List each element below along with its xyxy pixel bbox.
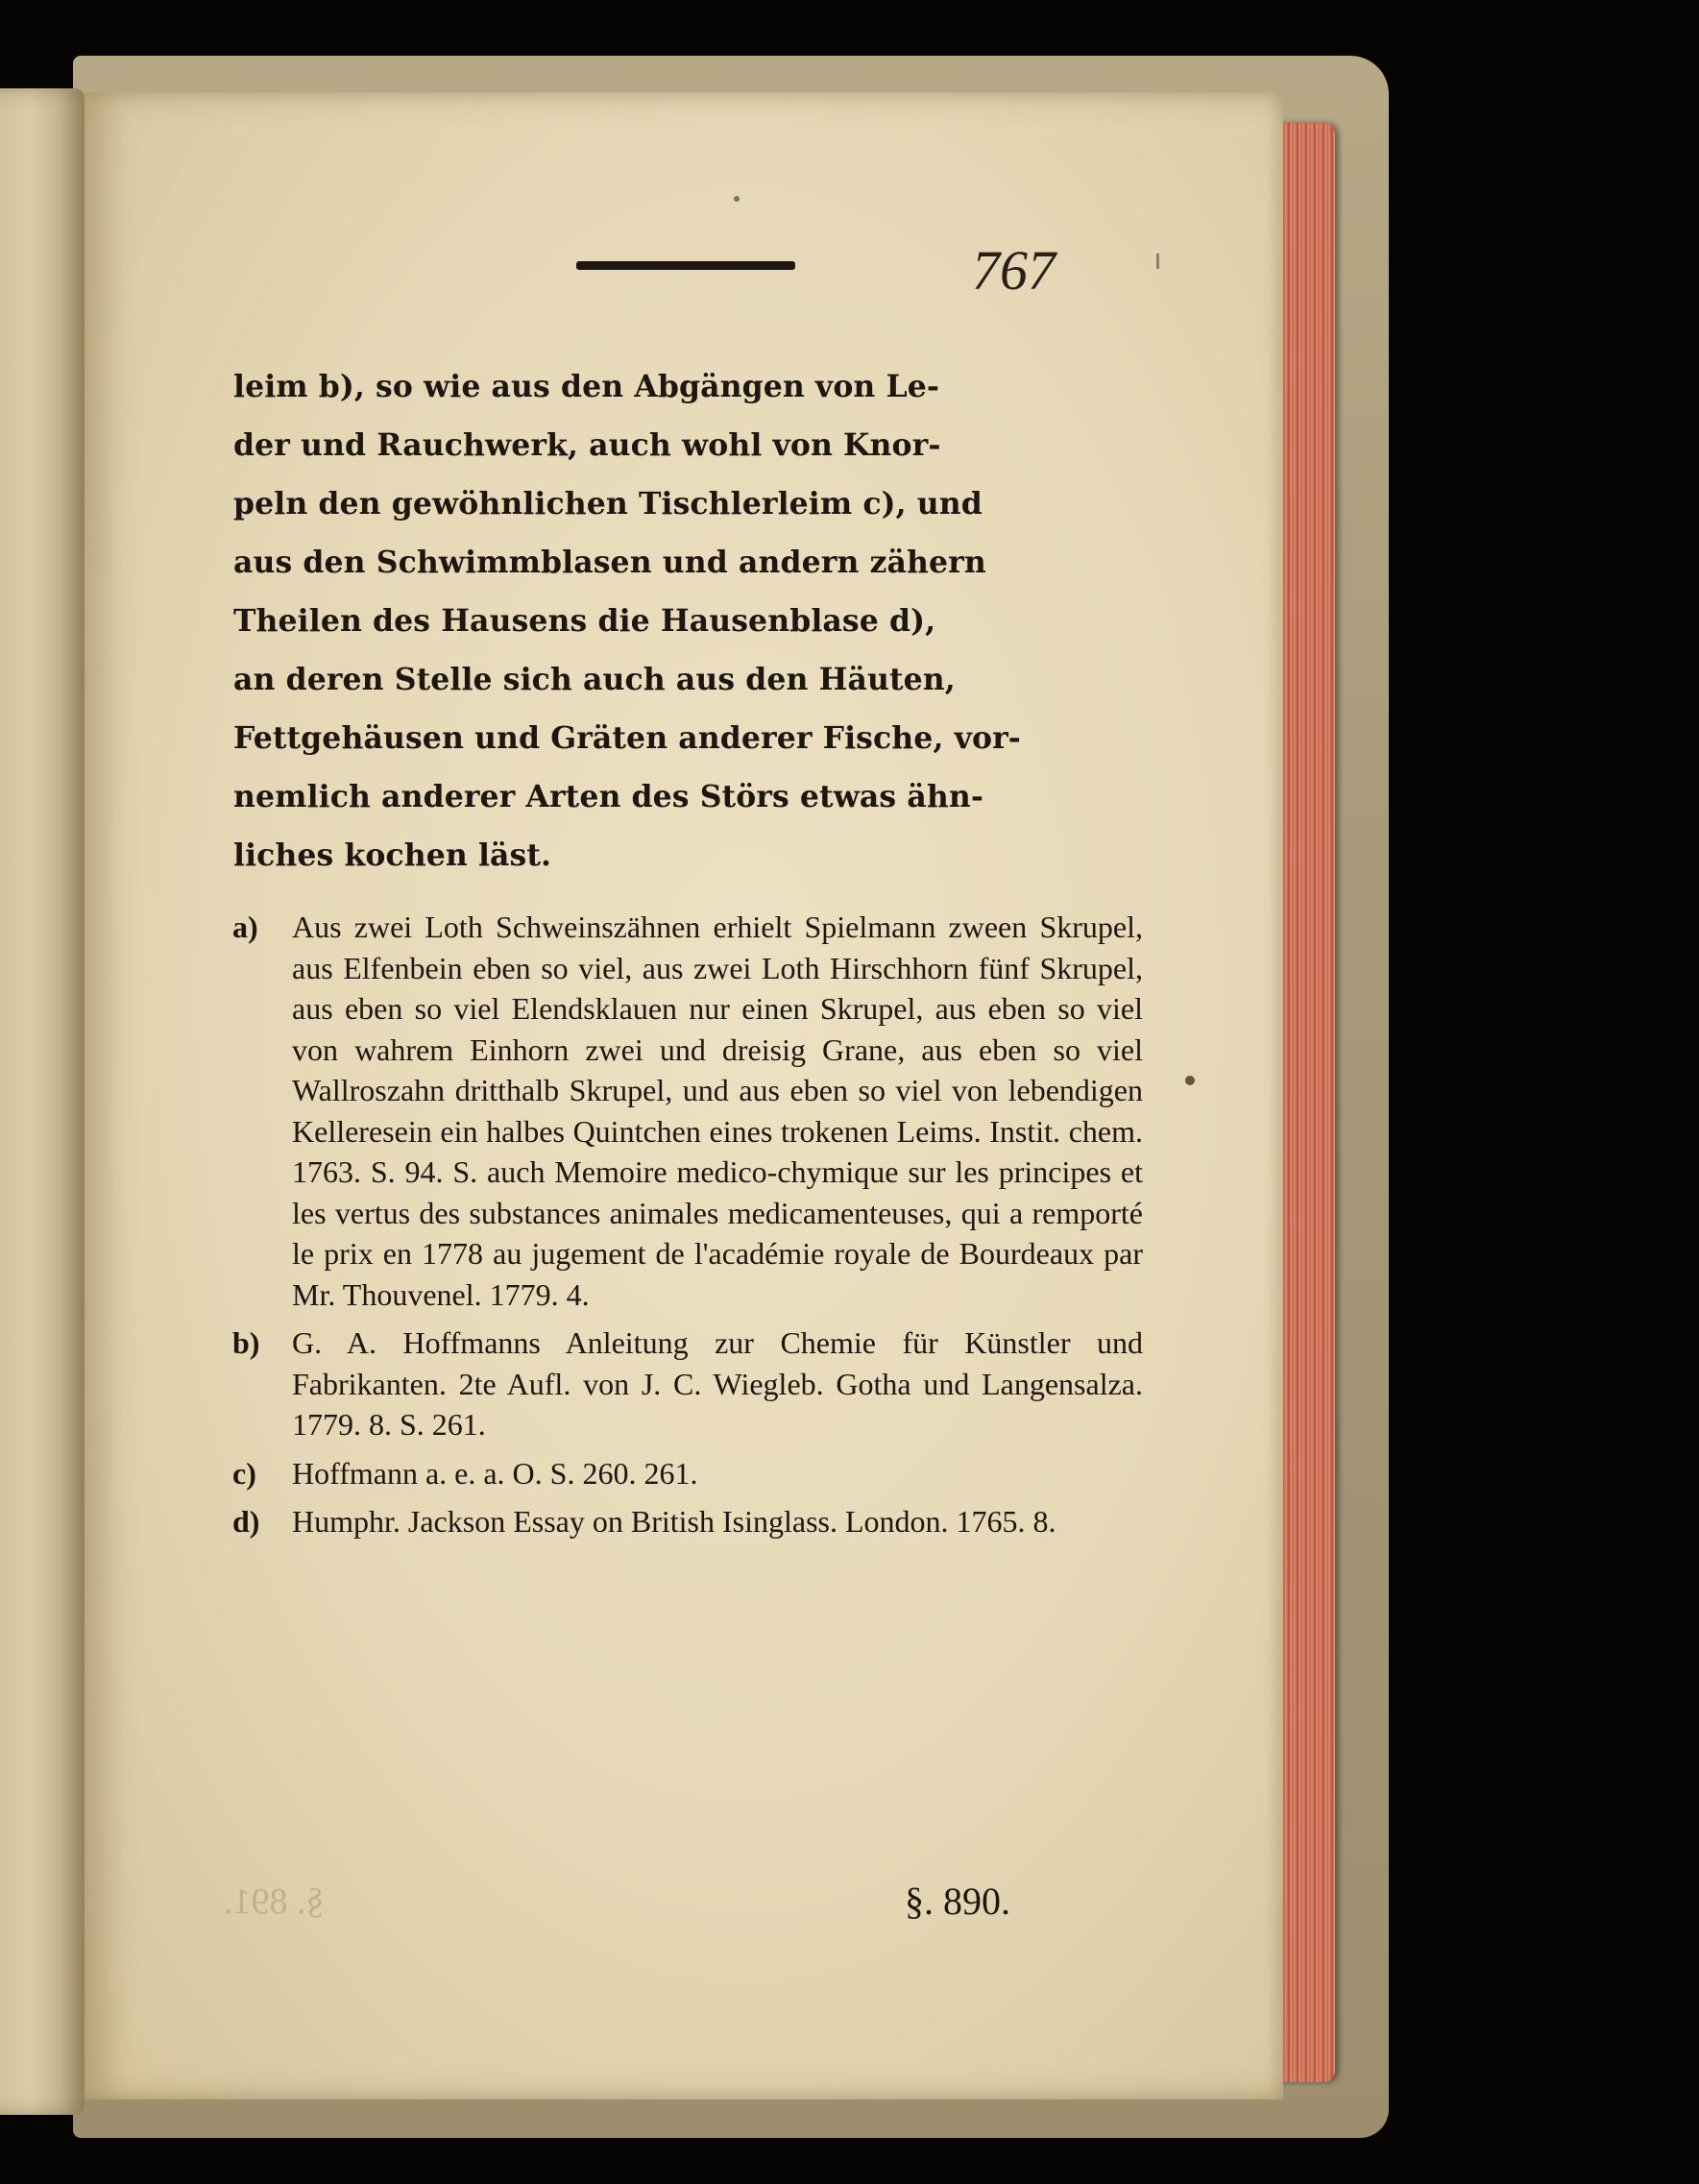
footnote-text: Aus zwei Loth Schweinszähnen erhielt Spielmann zween Skrupel, aus Elfenbein eben so viel, aus zwei Loth Hirschhorn fünf Skrupel, aus eben so viel Elendsklauen nur einen Skrupel, aus eben so viel von wahrem Einhorn zwei und dreisig Grane, aus eben so viel Wallroszahn dritthalb Skrupel, und aus eben so viel von lebendigen Kelleresein ein halbes Quintchen eines trokenen Leims. Instit. chem. 1763. S. 94. S. auch Memoire medico-chymique sur les principes et les vertus des substances animales medicamenteuses, qui a remporté le prix en 1778 au jugement de l'académie royale de Bourdeaux par Mr. Thouvenel. 1779. 4. — [292, 910, 1143, 1312]
left-page-edge — [0, 88, 85, 2115]
footnote-b — [232, 1323, 1143, 1445]
body-paragraph — [233, 357, 1141, 885]
footnote-a — [232, 907, 1143, 1315]
footnote-c — [232, 1453, 1143, 1494]
body-line: nemlich anderer Arten des Störs etwas ähn- — [233, 779, 984, 814]
bleed-through-text: §. 891. — [224, 1881, 325, 1922]
catchword: §. 890. — [905, 1880, 1010, 1923]
footnote-marker: b) — [232, 1325, 260, 1360]
body-line: an deren Stelle sich auch aus den Häuten, — [233, 662, 956, 697]
book-page — [85, 92, 1283, 2099]
header-rule — [576, 261, 795, 270]
footnotes — [232, 907, 1143, 1550]
ink-spot — [734, 196, 740, 202]
footnote-d — [232, 1501, 1143, 1542]
footnote-marker: a) — [232, 910, 258, 944]
body-line: leim b), so wie aus den Abgängen von Le- — [233, 369, 940, 404]
page-number: 767 — [972, 239, 1056, 302]
footnote-text: Humphr. Jackson Essay on British Isinglass. London. 1765. 8. — [292, 1504, 1056, 1539]
footnote-marker: c) — [232, 1455, 256, 1491]
body-line: liches kochen läst. — [233, 837, 552, 873]
footnote-marker: d) — [232, 1504, 260, 1539]
footnote-text: Hoffmann a. e. a. O. S. 260. 261. — [292, 1455, 698, 1491]
body-line: aus den Schwimmblasen und andern zähern — [233, 545, 986, 580]
body-line: Fettgehäusen und Gräten anderer Fische, vor- — [233, 720, 1021, 756]
ink-spot — [1156, 254, 1159, 269]
body-line: Theilen des Hausens die Hausenblase d), — [233, 603, 936, 639]
body-line: peln den gewöhnlichen Tischlerleim c), und — [233, 486, 983, 522]
body-line: der und Rauchwerk, auch wohl von Knor- — [233, 427, 941, 463]
ink-spot — [1185, 1076, 1195, 1085]
footnote-text: G. A. Hoffmanns Anleitung zur Chemie für Künstler und Fabrikanten. 2te Aufl. von J. C. Wiegleb. Gotha und Langensalza. 1779. 8. S. 261. — [292, 1325, 1143, 1442]
